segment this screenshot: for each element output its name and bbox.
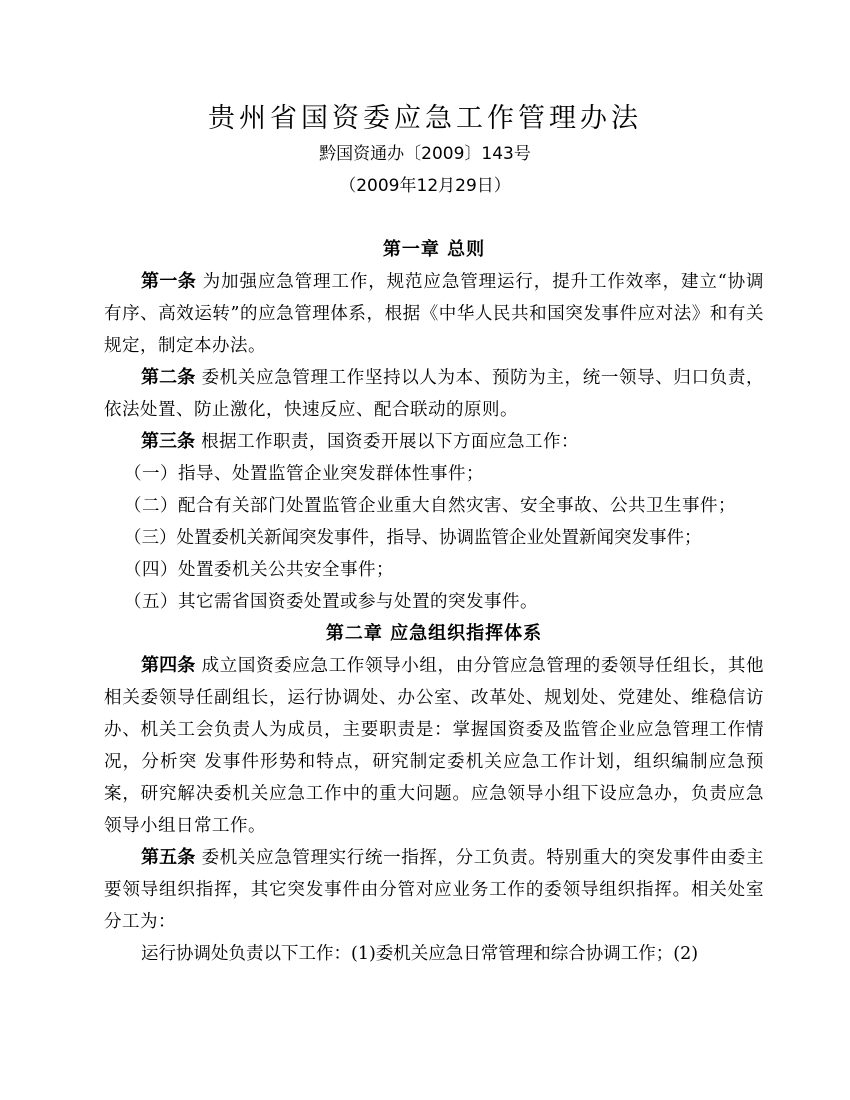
article-2-label: 第二条 <box>141 367 196 388</box>
document-date: （2009年12月29日） <box>339 176 511 196</box>
article-5 <box>104 842 764 938</box>
article-3-label: 第三条 <box>141 431 195 452</box>
chapter-2-heading: 第二章 应急组织指挥体系 <box>325 623 543 644</box>
article-2 <box>104 362 764 426</box>
article-4-label: 第四条 <box>141 655 196 676</box>
article-3 <box>104 426 764 458</box>
article-3-item-5: （五）其它需省国资委处置或参与处置的突发事件。 <box>124 592 538 612</box>
article-1-label: 第一条 <box>141 271 197 292</box>
article-1-text: 为加强应急管理工作，规范应急管理运行，提升工作效率，建立“协调有序、高效运转”的应急管理体系，根据《中华人民共和国突发事件应对法》和有关规定，制定本办法。 <box>104 272 765 356</box>
article-3-item-3: （三）处置委机关新闻突发事件，指导、协调监管企业处置新闻突发事件； <box>124 528 702 548</box>
article-5-text: 委机关应急管理实行统一指挥，分工负责。特别重大的突发事件由委主要领导组织指挥，其它突发事件由分管对应业务工作的委领导组织指挥。相关处室分工为： <box>104 848 764 932</box>
article-2-text: 委机关应急管理工作坚持以人为本、预防为主，统一领导、归口负责，依法处置、防止激化，快速反应、配合联动的原则。 <box>104 368 764 420</box>
document-body <box>104 234 764 970</box>
article-3-text: 根据工作职责，国资委开展以下方面应急工作： <box>195 432 580 452</box>
article-4 <box>104 650 764 842</box>
document-number: 黔国资通办〔2009〕143号 <box>319 144 531 164</box>
document-title: 贵州省国资委应急工作管理办法 <box>208 103 642 134</box>
chapter-1-heading: 第一章 总则 <box>382 239 486 260</box>
article-3-item-4: （四）处置委机关公共安全事件； <box>124 560 394 580</box>
article-4-text: 成立国资委应急工作领导小组，由分管应急管理的委领导任组长，其他相关委领导任副组长，运行协调处、办公室、改革处、规划处、党建处、维稳信访办、机关工会负责人为成员，主要职责是：掌握国资委及监管企业应急管理工作情况，分析突 发事件形势和特点，研究制定委机关应急工作计划，组织编制应急预案，研究解决委机关应急工作中的重大问题。应急领导小组下设应急办，负责应急领导小组日常工作。 <box>104 656 764 836</box>
article-1 <box>104 266 764 362</box>
paragraph-last: 运行协调处负责以下工作：(1)委机关应急日常管理和综合协调工作；(2) <box>141 944 699 964</box>
article-5-label: 第五条 <box>141 847 196 868</box>
article-3-item-1: （一）指导、处置监管企业突发群体性事件； <box>124 464 484 484</box>
article-3-item-2: （二）配合有关部门处置监管企业重大自然灾害、安全事故、公共卫生事件； <box>124 496 736 516</box>
